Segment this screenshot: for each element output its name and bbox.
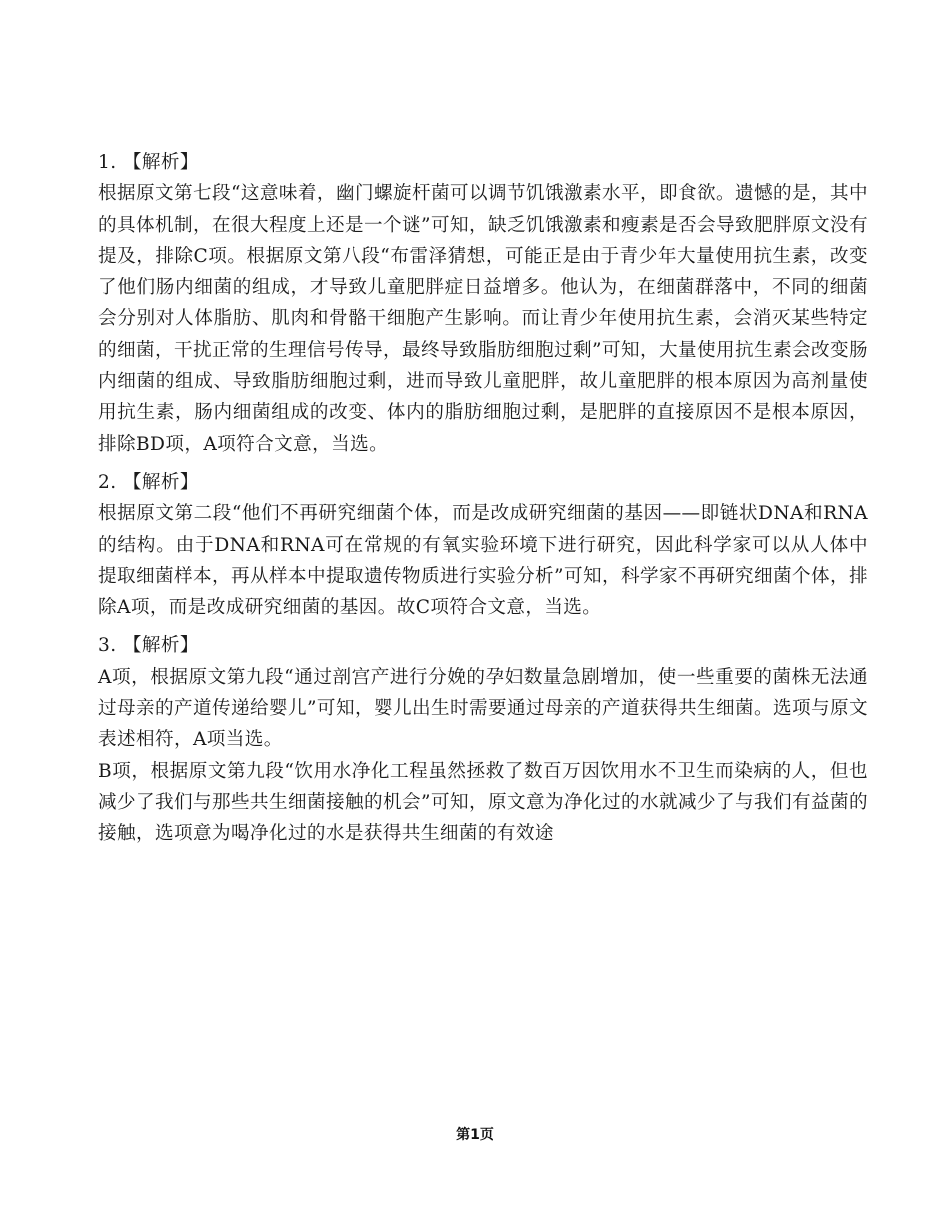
page-number: 第1页 [456, 1127, 494, 1143]
answer-item-3 [98, 630, 868, 849]
item-heading: 2. 【解析】 [98, 471, 199, 493]
item-paragraph: B项，根据原文第九段“饮用水净化工程虽然拯救了数百万因饮用水不卫生而染病的人，但也减少了我们与那些共生细菌接触的机会”可知，原文意为净化过的水就减少了与我们有益菌的接触，选项意为喝净化过的水是获得共生细菌的有效途 [98, 760, 868, 845]
document-body [98, 147, 868, 857]
item-paragraph: 根据原文第七段“这意味着，幽门螺旋杆菌可以调节饥饿激素水平，即食欲。遗憾的是，其中的具体机制，在很大程度上还是一个谜”可知，缺乏饥饿激素和瘦素是否会导致肥胖原文没有提及，排除C项。根据原文第八段“布雷泽猜想，可能正是由于青少年大量使用抗生素，改变了他们肠内细菌的组成，才导致儿童肥胖症日益增多。他认为，在细菌群落中，不同的细菌会分别对人体脂肪、肌肉和骨骼干细胞产生影响。而让青少年使用抗生素，会消灭某些特定的细菌，干扰正常的生理信号传导，最终导致脂肪细胞过剩”可知，大量使用抗生素会改变肠内细菌的组成、导致脂肪细胞过剩，进而导致儿童肥胖，故儿童肥胖的根本原因为高剂量使用抗生素，肠内细菌组成的改变、体内的脂肪细胞过剩，是肥胖的直接原因不是根本原因，排除BD项，A项符合文意，当选。 [98, 183, 868, 455]
answer-item-2 [98, 467, 868, 623]
answer-item-1 [98, 147, 868, 460]
item-paragraph: 根据原文第二段“他们不再研究细菌个体，而是改成研究细菌的基因——即链状DNA和RNA的结构。由于DNA和RNA可在常规的有氧实验环境下进行研究，因此科学家可以从人体中提取细菌样本，再从样本中提取遗传物质进行实验分析”可知，科学家不再研究细菌个体，排除A项，而是改成研究细菌的基因。故C项符合文意，当选。 [98, 503, 868, 619]
item-heading: 3. 【解析】 [98, 635, 199, 657]
item-heading: 1. 【解析】 [98, 152, 199, 173]
item-paragraph: A项，根据原文第九段“通过剖宫产进行分娩的孕妇数量急剧增加，使一些重要的菌株无法通过母亲的产道传递给婴儿”可知，婴儿出生时需要通过母亲的产道获得共生细菌。选项与原文表述相符，A项当选。 [98, 666, 868, 751]
